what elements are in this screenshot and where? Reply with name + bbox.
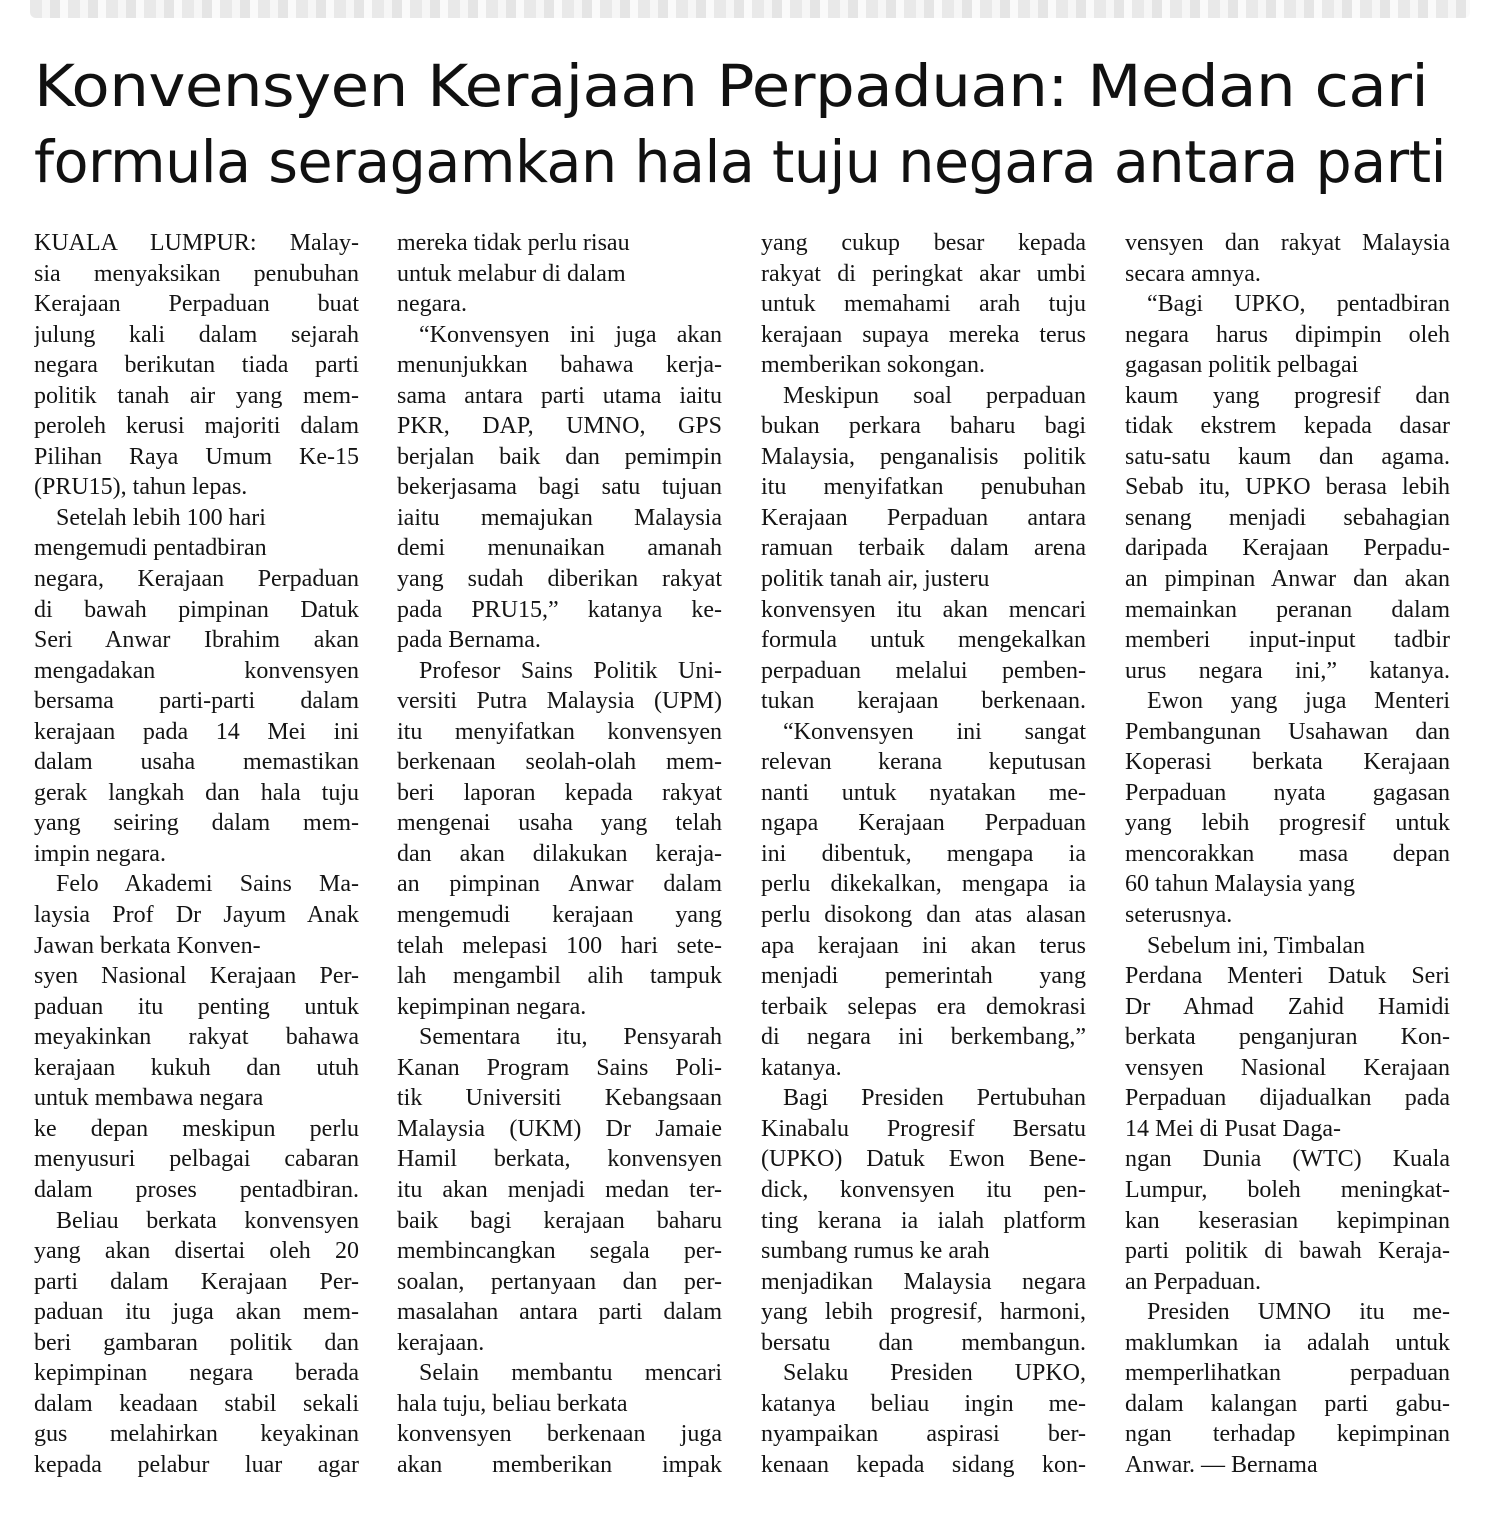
article-text-line: Sebab itu, UPKO berasa lebih: [1125, 474, 1450, 501]
article-text-line: telah melepasi 100 hari sete-: [397, 932, 722, 959]
article-text-line: vensyen Nasional Kerajaan: [1125, 1054, 1450, 1081]
article-text-line: kepada pelabur luar agar: [34, 1451, 359, 1478]
article-text-line: mengemudi pentadbiran: [34, 535, 267, 562]
article-text-line: Felo Akademi Sains Ma-: [56, 871, 359, 898]
article-text-line: dalam usaha memastikan: [34, 749, 359, 776]
article-text-line: berkenaan seolah-olah mem-: [397, 749, 722, 776]
article-text-line: peroleh kerusi majoriti dalam: [34, 413, 359, 440]
article-text-line: yang seiring dalam mem-: [34, 810, 359, 837]
article-text-line: ngapa Kerajaan Perpaduan: [761, 810, 1086, 837]
article-text-line: demi menunaikan amanah: [397, 535, 722, 562]
article-text-line: Sementara itu, Pensyarah: [419, 1024, 722, 1051]
article-text-line: memberikan sokongan.: [761, 352, 985, 379]
article-text-line: (UPKO) Datuk Ewon Bene-: [761, 1146, 1086, 1173]
article-text-line: kerajaan pada 14 Mei ini: [34, 718, 359, 745]
article-text-line: Beliau berkata konvensyen: [56, 1207, 359, 1234]
article-text-line: berkata penganjuran Kon-: [1125, 1024, 1450, 1051]
article-text-line: Malaysia (UKM) Dr Jamaie: [397, 1115, 722, 1142]
article-text-line: ini dibentuk, mengapa ia: [761, 840, 1086, 867]
article-text-line: paduan itu penting untuk: [34, 993, 359, 1020]
article-text-line: perpaduan melalui pemben-: [761, 657, 1086, 684]
article-text-line: laysia Prof Dr Jayum Anak: [34, 902, 359, 929]
article-text-line: dalam kalangan parti gabu-: [1125, 1390, 1450, 1417]
article-text-line: membincangkan segala per-: [397, 1238, 722, 1265]
article-text-line: iaitu memajukan Malaysia: [397, 504, 722, 531]
article-text-line: sumbang rumus ke arah: [761, 1238, 990, 1265]
article-text-line: mereka tidak perlu risau: [397, 230, 630, 256]
article-text-line: konvensyen itu akan mencari: [761, 596, 1086, 623]
article-text-line: untuk melabur di dalam: [397, 260, 626, 287]
article-text-line: soalan, pertanyaan dan per-: [397, 1268, 722, 1295]
article-text-line: ke depan meskipun perlu: [34, 1115, 359, 1142]
article-text-line: itu menyifatkan konvensyen: [397, 718, 722, 745]
article-text-line: di negara ini berkembang,”: [761, 1024, 1086, 1051]
article-text-line: kerajaan supaya mereka terus: [761, 321, 1086, 348]
article-text-line: nyampaikan aspirasi ber-: [761, 1421, 1086, 1448]
article-text-line: Dr Ahmad Zahid Hamidi: [1125, 993, 1450, 1020]
article-text-line: versiti Putra Malaysia (UPM): [397, 688, 722, 715]
article-text-line: tik Universiti Kebangsaan: [397, 1085, 722, 1112]
article-text-line: nanti untuk nyatakan me-: [761, 779, 1086, 806]
article-text-line: satu-satu kaum dan agama.: [1125, 443, 1450, 470]
article-text-line: memperlihatkan perpaduan: [1125, 1360, 1450, 1387]
article-text-line: vensyen dan rakyat Malaysia: [1125, 230, 1450, 256]
article-text-line: negara harus dipimpin oleh: [1125, 321, 1450, 348]
article-text-line: an pimpinan Anwar dalam: [397, 871, 722, 898]
article-text-line: (PRU15), tahun lepas.: [34, 474, 248, 501]
article-text-line: mencorakkan masa depan: [1125, 840, 1450, 867]
article-text-line: kan keserasian kepimpinan: [1125, 1207, 1450, 1234]
article-text-line: itu menyifatkan penubuhan: [761, 474, 1086, 501]
article-text-line: Pilihan Raya Umum Ke-15: [34, 443, 359, 470]
article-text-line: akan memberikan impak: [397, 1451, 722, 1478]
article-text-line: formula untuk mengekalkan: [761, 627, 1086, 654]
article-text-line: Seri Anwar Ibrahim akan: [34, 627, 359, 654]
article-text-line: impin negara.: [34, 840, 166, 867]
article-text-line: KUALA LUMPUR: Malay-: [34, 230, 359, 256]
article-text-line: negara berikutan tiada parti: [34, 352, 359, 379]
article-text-line: senang menjadi sebahagian: [1125, 504, 1450, 531]
article-text-line: pada Bernama.: [397, 627, 541, 654]
article-text-line: yang sudah diberikan rakyat: [397, 566, 722, 593]
article-text-line: kepimpinan negara berada: [34, 1360, 359, 1387]
article-text-line: katanya beliau ingin me-: [761, 1390, 1086, 1417]
article-text-line: secara amnya.: [1125, 260, 1261, 287]
article-text-line: memberi input-input tadbir: [1125, 627, 1450, 654]
article-text-line: Ewon yang juga Menteri: [1147, 688, 1450, 715]
article-text-line: Kinabalu Progresif Bersatu: [761, 1115, 1086, 1142]
article-text-line: 60 tahun Malaysia yang: [1125, 871, 1355, 898]
article-text-line: untuk membawa negara: [34, 1085, 264, 1112]
article-text-line: apa kerajaan ini akan terus: [761, 932, 1086, 959]
article-text-line: paduan itu juga akan mem-: [34, 1299, 359, 1326]
article-text-line: kerajaan kukuh dan utuh: [34, 1054, 359, 1081]
article-text-line: seterusnya.: [1125, 902, 1233, 929]
article-text-line: Jawan berkata Konven-: [34, 932, 261, 959]
article-text-line: sama antara parti utama iaitu: [397, 382, 722, 409]
article-text-line: Profesor Sains Politik Uni-: [419, 657, 722, 684]
article-text-line: parti politik di bawah Keraja-: [1125, 1238, 1450, 1265]
article-text-line: tukan kerajaan berkenaan.: [761, 688, 1086, 715]
article-text-line: Setelah lebih 100 hari: [56, 504, 266, 531]
article-text-line: Sebelum ini, Timbalan: [1147, 932, 1366, 959]
article-text-line: gerak langkah dan hala tuju: [34, 779, 359, 806]
article-text-line: yang lebih progresif untuk: [1125, 810, 1450, 837]
article-column-3: [761, 228, 1086, 1480]
article-text-line: negara, Kerajaan Perpaduan: [34, 566, 359, 593]
article-text-line: mengenai usaha yang telah: [397, 810, 722, 837]
article-text-line: konvensyen berkenaan juga: [397, 1421, 722, 1448]
article-text-line: lah mengambil alih tampuk: [397, 963, 722, 990]
article-text-line: masalahan antara parti dalam: [397, 1299, 722, 1326]
article-text-line: negara.: [397, 291, 467, 318]
article-text-line: menunjukkan bahawa kerja-: [397, 352, 722, 379]
article-text-line: meyakinkan rakyat bahawa: [34, 1024, 359, 1051]
article-text-line: baik bagi kerajaan baharu: [397, 1207, 722, 1234]
article-text-line: berjalan baik dan pemimpin: [397, 443, 722, 470]
article-text-line: yang lebih progresif, harmoni,: [761, 1299, 1086, 1326]
article-text-line: politik tanah air, justeru: [761, 566, 990, 593]
article-text-line: mengadakan konvensyen: [34, 657, 359, 684]
article-text-line: Malaysia, penganalisis politik: [761, 443, 1086, 470]
article-text-line: dalam keadaan stabil sekali: [34, 1390, 359, 1417]
article-text-line: perlu dikekalkan, mengapa ia: [761, 871, 1086, 898]
article-text-line: yang akan disertai oleh 20: [34, 1238, 359, 1265]
article-text-line: gagasan politik pelbagai: [1125, 352, 1359, 379]
article-text-line: kerajaan.: [397, 1329, 485, 1356]
article-text-line: Koperasi berkata Kerajaan: [1125, 749, 1450, 776]
article-text-line: di bawah pimpinan Datuk: [34, 596, 359, 623]
article-text-line: an Perpaduan.: [1125, 1268, 1261, 1295]
article-text-line: perlu disokong dan atas alasan: [761, 902, 1086, 929]
article-text-line: hala tuju, beliau berkata: [397, 1390, 628, 1417]
article-text-line: relevan kerana keputusan: [761, 749, 1086, 776]
article-text-line: itu akan menjadi medan ter-: [397, 1176, 722, 1203]
article-text-line: PKR, DAP, UMNO, GPS: [397, 413, 722, 440]
article-text-line: maklumkan ia adalah untuk: [1125, 1329, 1450, 1356]
article-text-line: gus melahirkan keyakinan: [34, 1421, 359, 1448]
article-text-line: dan akan dilakukan keraja-: [397, 840, 722, 867]
article-text-line: menyusuri pelbagai cabaran: [34, 1146, 359, 1173]
article-text-line: syen Nasional Kerajaan Per-: [34, 963, 359, 990]
article-text-line: menjadi pemerintah yang: [761, 963, 1086, 990]
clipped-top-text: [30, 0, 1470, 18]
article-text-line: mengemudi kerajaan yang: [397, 902, 722, 929]
article-text-line: julung kali dalam sejarah: [34, 321, 359, 348]
article-text-line: memainkan peranan dalam: [1125, 596, 1450, 623]
article-text-line: “Konvensyen ini juga akan: [419, 321, 722, 348]
article-text-line: bukan perkara baharu bagi: [761, 413, 1086, 440]
article-text-line: ngan terhadap kepimpinan: [1125, 1421, 1450, 1448]
article-text-line: dalam proses pentadbiran.: [34, 1176, 359, 1203]
article-text-line: bersama parti-parti dalam: [34, 688, 359, 715]
article-text-line: parti dalam Kerajaan Per-: [34, 1268, 359, 1295]
article-text-line: Kanan Program Sains Poli-: [397, 1054, 722, 1081]
article-text-line: Kerajaan Perpaduan antara: [761, 504, 1086, 531]
article-text-line: an pimpinan Anwar dan akan: [1125, 566, 1450, 593]
article-text-line: katanya.: [761, 1054, 842, 1081]
article-text-line: Meskipun soal perpaduan: [783, 382, 1086, 409]
article-column-1: [34, 228, 359, 1480]
article-text-line: beri laporan kepada rakyat: [397, 779, 722, 806]
headline-line-2: formula seragamkan hala tuju negara antara parti: [34, 128, 1446, 196]
article-text-line: Selain membantu mencari: [419, 1360, 722, 1387]
article-text-line: Perdana Menteri Datuk Seri: [1125, 963, 1450, 990]
article-text-line: 14 Mei di Pusat Daga-: [1125, 1115, 1341, 1142]
headline-line-1: Konvensyen Kerajaan Perpaduan: Medan cari: [34, 52, 1429, 120]
article-text-line: daripada Kerajaan Perpadu-: [1125, 535, 1450, 562]
article-text-line: pada PRU15,” katanya ke-: [397, 596, 722, 623]
article-text-line: urus negara ini,” katanya.: [1125, 657, 1450, 684]
article-text-line: menjadikan Malaysia negara: [761, 1268, 1086, 1295]
article-text-line: sia menyaksikan penubuhan: [34, 260, 359, 287]
article-text-line: Anwar. — Bernama: [1125, 1451, 1318, 1478]
article-text-line: Lumpur, boleh meningkat-: [1125, 1176, 1450, 1203]
article-text-line: yang cukup besar kepada: [761, 230, 1086, 256]
article-text-line: “Konvensyen ini sangat: [783, 718, 1086, 745]
article-text-line: bekerjasama bagi satu tujuan: [397, 474, 722, 501]
article-text-line: Bagi Presiden Pertubuhan: [783, 1085, 1086, 1112]
article-text-line: untuk memahami arah tuju: [761, 291, 1086, 318]
article-text-line: terbaik selepas era demokrasi: [761, 993, 1086, 1020]
article-text-line: Presiden UMNO itu me-: [1147, 1299, 1450, 1326]
article-text-line: rakyat di peringkat akar umbi: [761, 260, 1086, 287]
article-text-line: politik tanah air yang mem-: [34, 382, 359, 409]
article-text-line: bersatu dan membangun.: [761, 1329, 1086, 1356]
article-text-line: beri gambaran politik dan: [34, 1329, 359, 1356]
article-text-line: Perpaduan nyata gagasan: [1125, 779, 1450, 806]
article-text-line: kepimpinan negara.: [397, 993, 587, 1020]
article-text-line: Pembangunan Usahawan dan: [1125, 718, 1450, 745]
article-text-line: Kerajaan Perpaduan buat: [34, 291, 359, 318]
article-column-2: [397, 228, 722, 1480]
article-column-4: [1125, 228, 1450, 1480]
article-text-line: ramuan terbaik dalam arena: [761, 535, 1086, 562]
article-text-line: kaum yang progresif dan: [1125, 382, 1450, 409]
article-text-line: tidak ekstrem kepada dasar: [1125, 413, 1450, 440]
article-text-line: ting kerana ia ialah platform: [761, 1207, 1086, 1234]
article-text-line: Perpaduan dijadualkan pada: [1125, 1085, 1450, 1112]
article-text-line: kenaan kepada sidang kon-: [761, 1451, 1086, 1478]
article-text-line: ngan Dunia (WTC) Kuala: [1125, 1146, 1450, 1173]
article-text-line: dick, konvensyen itu pen-: [761, 1176, 1086, 1203]
article-text-line: Hamil berkata, konvensyen: [397, 1146, 722, 1173]
article-text-line: “Bagi UPKO, pentadbiran: [1147, 291, 1450, 318]
article-text-line: Selaku Presiden UPKO,: [783, 1360, 1086, 1387]
headline: [34, 48, 1474, 200]
